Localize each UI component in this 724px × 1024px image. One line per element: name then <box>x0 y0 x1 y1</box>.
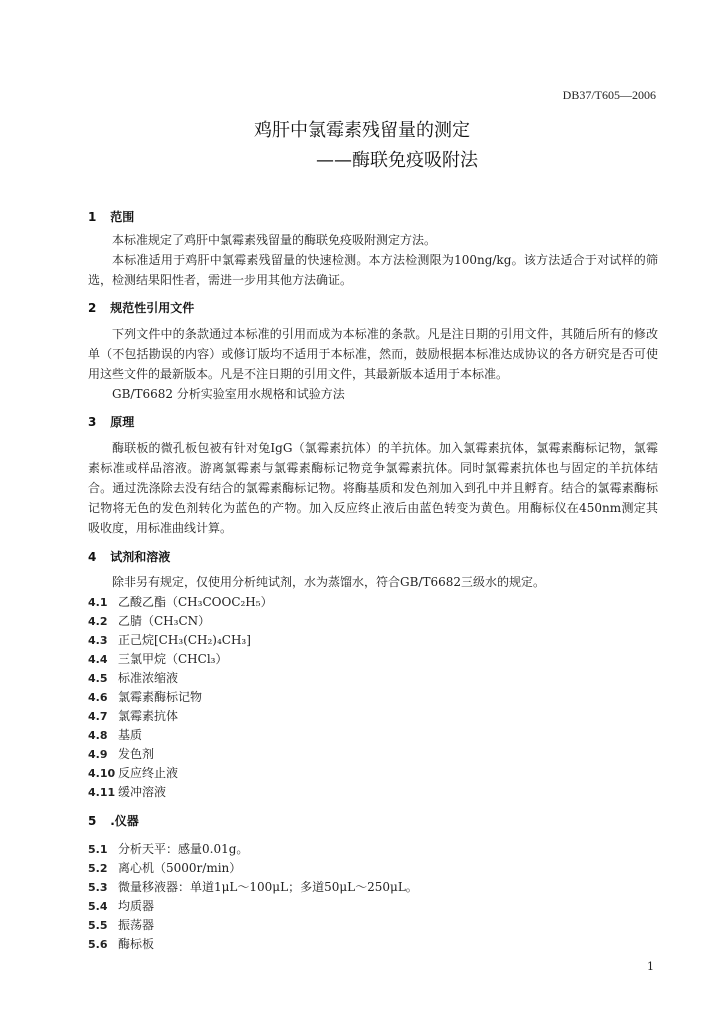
list-item: 4.5 标准浓缩液 <box>88 671 179 685</box>
section-heading-principle <box>88 413 134 430</box>
section-heading-instruments <box>88 812 139 829</box>
section-title: 规范性引用文件 <box>110 301 195 315</box>
reference-document: GB/T6682 分析实验室用水规格和试验方法 <box>112 387 345 401</box>
paragraph: 酶联板的微孔板包被有针对兔IgG（氯霉素抗体）的羊抗体。加入氯霉素抗体，氯霉素酶标记物，氯霉素标准或样品溶液。游离氯霉素与氯霉素酶标记物竞争氯霉素抗体。同时氯霉素抗体也与固定的羊抗体结合。通过洗涤除去没有结合的氯霉素酶标记物。将酶基质和发色剂加入到孔中并且孵育。结合的氯霉素酶标记物将无色的发色剂转化为蓝色的产物。加入反应终止液后由蓝色转变为黄色。用酶标仪在450nm测定其吸收度，用标准曲线计算。 <box>88 441 658 535</box>
section-heading-scope <box>88 208 134 225</box>
section-number: 2 <box>88 301 97 315</box>
section-number: 1 <box>88 210 97 224</box>
section-title: 范围 <box>110 210 135 224</box>
list-item: 4.10 反应终止液 <box>88 766 179 780</box>
list-item: 5.1 分析天平：感量0.01g。 <box>88 842 249 856</box>
list-item: 5.2 离心机（5000r/min） <box>88 861 242 875</box>
document-subtitle: ——酶联免疫吸附法 <box>316 150 478 171</box>
list-item: 4.3 正己烷[CH₃(CH₂)₄CH₃] <box>88 633 251 647</box>
section-title: .仪器 <box>110 814 139 828</box>
list-item: 4.2 乙腈（CH₃CN） <box>88 614 211 628</box>
list-item: 4.6 氯霉素酶标记物 <box>88 690 203 704</box>
section-title: 原理 <box>110 415 135 429</box>
paragraph: 本标准规定了鸡肝中氯霉素残留量的酶联免疫吸附测定方法。 <box>112 233 437 247</box>
section-heading-reagents <box>88 548 170 565</box>
section-title: 试剂和溶液 <box>110 550 171 564</box>
section-number: 4 <box>88 550 97 564</box>
list-item: 4.4 三氯甲烷（CHCl₃） <box>88 652 228 666</box>
standard-code: DB37/T605—2006 <box>562 88 656 102</box>
list-item: 4.7 氯霉素抗体 <box>88 709 179 723</box>
list-item: 4.11 缓冲溶液 <box>88 785 167 799</box>
list-item: 4.8 基质 <box>88 728 143 742</box>
document-title: 鸡肝中氯霉素残留量的测定 <box>254 120 470 141</box>
paragraph: 下列文件中的条款通过本标准的引用而成为本标准的条款。凡是注日期的引用文件，其随后所有的修改单（不包括勘误的内容）或修订版均不适用于本标准，然而，鼓励根据本标准达成协议的各方研究是否可使用这些文件的最新版本。凡是不注日期的引用文件，其最新版本适用于本标准。 <box>88 327 658 381</box>
list-item: 5.6 酶标板 <box>88 937 155 951</box>
list-item: 4.1 乙酸乙酯（CH₃COOC₂H₅） <box>88 595 273 609</box>
list-item: 5.4 均质器 <box>88 899 155 913</box>
paragraph: 本标准适用于鸡肝中氯霉素残留量的快速检测。本方法检测限为100ng/kg。该方法适合于对试样的筛选，检测结果阳性者，需进一步用其他方法确证。 <box>88 253 658 287</box>
section-number: 3 <box>88 415 97 429</box>
paragraph: 除非另有规定，仅使用分析纯试剂，水为蒸馏水，符合GB/T6682三级水的规定。 <box>112 575 545 589</box>
section-heading-normative-references <box>88 299 194 316</box>
page-number: 1 <box>647 960 654 973</box>
section-number: 5 <box>88 814 97 828</box>
list-item: 5.5 振荡器 <box>88 918 155 932</box>
list-item: 5.3 微量移液器：单道1μL～100μL；多道50μL～250μL。 <box>88 880 418 894</box>
list-item: 4.9 发色剂 <box>88 747 155 761</box>
